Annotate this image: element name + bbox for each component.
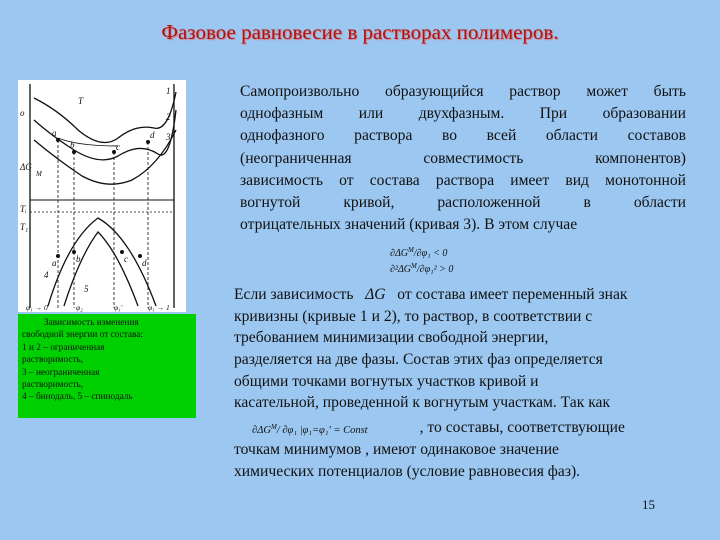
formula-derivative-conditions [388, 244, 508, 278]
axis-g-label: o [20, 108, 25, 118]
axis-dg-label: ΔG [20, 162, 32, 172]
paragraph-line: (неограниченная совместимость компонентов) [240, 149, 686, 167]
paragraph-line: однофазного раствора во всей области составов [240, 127, 686, 145]
label-curve-2: 2 [166, 112, 171, 122]
caption-line: 1 и 2 – ограниченная [22, 342, 105, 353]
formula2-rest: / ∂φ₁ |φ₁=φ₁' = Const [276, 424, 368, 436]
label-a-upper: a [52, 128, 57, 138]
point-b-upper [72, 150, 76, 154]
label-x-phi1-one: φ₁ → 1 [148, 303, 170, 312]
label-curve-4: 4 [44, 270, 49, 280]
para2-line1-a: Если зависимость [234, 286, 354, 303]
paragraph-line: кривизны (кривые 1 и 2), то раствор, в соответствии с [234, 307, 593, 325]
label-curve-1: 1 [166, 86, 171, 96]
formula1-line1: ∂ΔG [390, 248, 409, 259]
label-b-lower: b [76, 254, 81, 264]
label-x-phi1-zero: φ₁ → 0 [26, 303, 48, 312]
caption-line: 4 – бинодаль, 5 – спинодаль [22, 392, 133, 403]
paragraph-line: отрицательных значений (кривая 3). В этом случае [240, 216, 578, 234]
paragraph-line: точкам минимумов , имеют одинаковое значение [234, 440, 559, 458]
formula-chemical-potential [250, 418, 420, 440]
paragraph-line: касательной, проведенной к вогнутым участкам. Так как [234, 394, 611, 412]
paragraph-line: разделяется на две фазы. Состав этих фаз определяется [234, 351, 603, 369]
paragraph-intro [240, 81, 686, 236]
figure-caption [18, 314, 196, 418]
caption-line: растворимость, [22, 355, 84, 366]
delta-g-symbol: ΔG [365, 286, 386, 303]
paragraph-line [234, 284, 690, 306]
label-x-phi1-prime: φ₁' [114, 303, 123, 312]
slide-title: Фазовое равновесие в растворах полимеров. [161, 20, 559, 44]
label-curve-3: 3 [166, 132, 171, 142]
phase-diagram-figure [18, 80, 186, 312]
caption-line: растворимость, [22, 380, 84, 391]
paragraph-line [234, 417, 690, 439]
formula1-line2-sup: M [411, 262, 417, 270]
para2-after-formula: , то составы, соответствующие [419, 419, 625, 437]
label-x-phi2: φ₂ [76, 303, 83, 312]
point-a-upper [56, 138, 60, 142]
point-d-upper [146, 140, 150, 144]
caption-line: свободной энергии от состава: [22, 330, 144, 341]
phase-diagram-svg [18, 80, 186, 312]
label-c-lower: c [124, 254, 128, 264]
curve-3 [34, 130, 176, 184]
point-a-lower [56, 254, 60, 258]
paragraph-line: зависимость от состава раствора имеет вид монотонной [240, 171, 686, 189]
binodal-curve [48, 218, 156, 306]
label-d-upper: d [150, 130, 155, 140]
label-d-lower: d [142, 258, 147, 268]
label-t1: Tᵢ [20, 204, 27, 214]
page-number: 15 [642, 497, 655, 512]
axis-dg-sup: M [36, 170, 42, 178]
paragraph-phase-separation [234, 284, 690, 482]
svg-text:∂ΔGM/∂φ₁ < 0 [390, 246, 447, 259]
paragraph-line: однофазным или двухфазным. При образовании [240, 105, 686, 123]
caption-line: 3 – неограниченная [22, 367, 100, 378]
paragraph-line: Самопроизвольно образующийся раствор может быть [240, 83, 686, 100]
label-c-upper: c [116, 142, 120, 152]
formula2-main: ∂ΔG [251, 424, 271, 436]
formula1-line2-rest: /∂φ₁² > 0 [416, 264, 454, 275]
para2-line1-b: от состава имеет переменный знак [397, 286, 628, 303]
svg-text:∂²ΔGM/∂φ₁² > 0 [390, 262, 453, 275]
formula1-line1-sup: M [408, 246, 414, 254]
caption-line: Зависимость изменения [44, 318, 139, 328]
label-b-upper: b [70, 140, 75, 150]
label-t: T [78, 96, 84, 106]
svg-text:∂ΔGM/ ∂φ₁ |φ₁=φ₁' = Const [252, 423, 369, 436]
label-a-lower: a [52, 258, 57, 268]
paragraph-line: общими точками вогнутых участков кривой и [234, 372, 539, 390]
label-t2: T₁ [20, 222, 29, 232]
formula1-line2: ∂²ΔG [390, 264, 412, 275]
label-curve-5: 5 [84, 284, 89, 294]
paragraph-line: химических потенциалов (условие равновесия фаз). [234, 462, 581, 480]
paragraph-line: вогнутой кривой, расположенной в области [240, 193, 686, 211]
formula1-line1-rest: /∂φ₁ < 0 [413, 248, 448, 259]
formula2-sup: M [270, 422, 277, 431]
paragraph-line: требованием минимизации свободной энергии, [234, 329, 549, 347]
